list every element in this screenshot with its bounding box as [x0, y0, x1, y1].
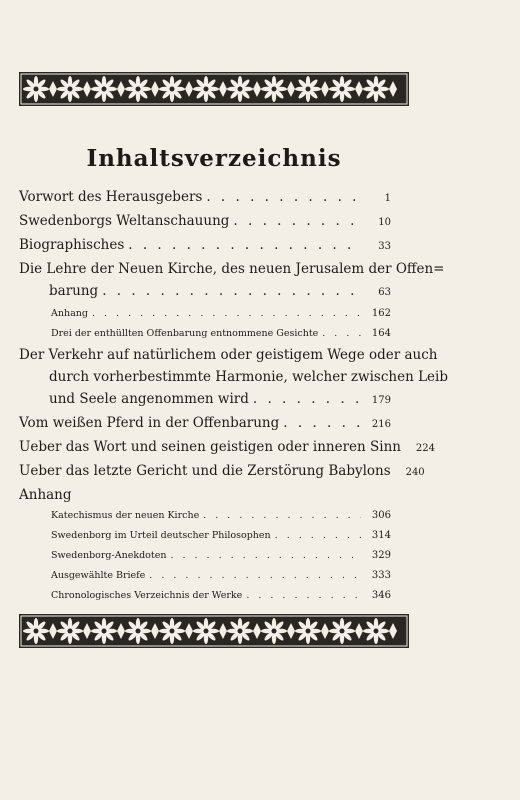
- toc-entry: Vorwort des Herausgebers . . . 1: [19, 186, 391, 210]
- toc-subentry: Ausgewählte Briefe . . . 333: [19, 566, 391, 586]
- flower-motif-icon: [363, 76, 389, 102]
- toc-subentry: Swedenborg-Anekdoten . . . 329: [19, 546, 391, 566]
- flower-motif-icon: [227, 76, 253, 102]
- flower-motif-icon: [261, 76, 287, 102]
- flower-motif-icon: [329, 76, 355, 102]
- page-title: Inhaltsverzeichnis: [86, 145, 342, 172]
- flower-motif-icon: [125, 76, 151, 102]
- flower-motif-icon: [329, 618, 355, 644]
- toc-entry: Der Verkehr auf natürlichem oder geistigem Wege oder auch: [19, 347, 438, 363]
- toc-subentry: Chronologisches Verzeichnis der Werke . . . 346: [19, 586, 391, 606]
- flower-motif-icon: [159, 76, 185, 102]
- toc-entry: Swedenborgs Weltanschauung . . . 10: [19, 210, 391, 234]
- toc-entry: Ueber das Wort und seinen geistigen oder inneren Sinn 224: [19, 439, 435, 455]
- toc-entry-continuation: und Seele angenommen wird . . . 179: [19, 388, 391, 412]
- toc-entry-continuation: barung . . . 63: [19, 280, 391, 304]
- toc-subentry: Anhang . . . 162: [19, 304, 391, 324]
- flower-motif-icon: [159, 618, 185, 644]
- flower-motif-icon: [227, 618, 253, 644]
- toc-entry: Die Lehre der Neuen Kirche, des neuen Jerusalem der Offen=: [19, 261, 445, 277]
- flower-motif-icon: [295, 618, 321, 644]
- flower-motif-icon: [193, 76, 219, 102]
- toc-subentry: Katechismus der neuen Kirche . . . 306: [19, 506, 391, 526]
- flower-motif-icon: [57, 76, 83, 102]
- flower-motif-icon: [23, 618, 49, 644]
- toc-entry: Vom weißen Pferd in der Offenbarung . . . 216: [19, 412, 391, 436]
- flower-motif-icon: [295, 76, 321, 102]
- bottom-ornament-border: [19, 614, 409, 648]
- flower-motif-icon: [23, 76, 49, 102]
- toc-subentry: Swedenborg im Urteil deutscher Philosophen . . . 314: [19, 526, 391, 546]
- top-ornament-border: [19, 72, 409, 106]
- flower-motif-icon: [125, 618, 151, 644]
- toc-entry-continuation: durch vorherbestimmte Harmonie, welcher zwischen Leib: [49, 369, 448, 385]
- toc-entry: Ueber das letzte Gericht und die Zerstörung Babylons 240: [19, 463, 425, 479]
- flower-motif-icon: [261, 618, 287, 644]
- ornament-band-icon: [19, 614, 409, 648]
- toc-entry: Biographisches . . . 33: [19, 234, 391, 258]
- flower-motif-icon: [91, 618, 117, 644]
- flower-motif-icon: [363, 618, 389, 644]
- toc-entry: Anhang: [19, 487, 72, 503]
- ornament-band-icon: [19, 72, 409, 106]
- toc-subentry: Drei der enthüllten Offenbarung entnommene Gesichte . . . 164: [19, 324, 391, 344]
- flower-motif-icon: [193, 618, 219, 644]
- flower-motif-icon: [57, 618, 83, 644]
- table-of-contents: [19, 186, 448, 606]
- flower-motif-icon: [91, 76, 117, 102]
